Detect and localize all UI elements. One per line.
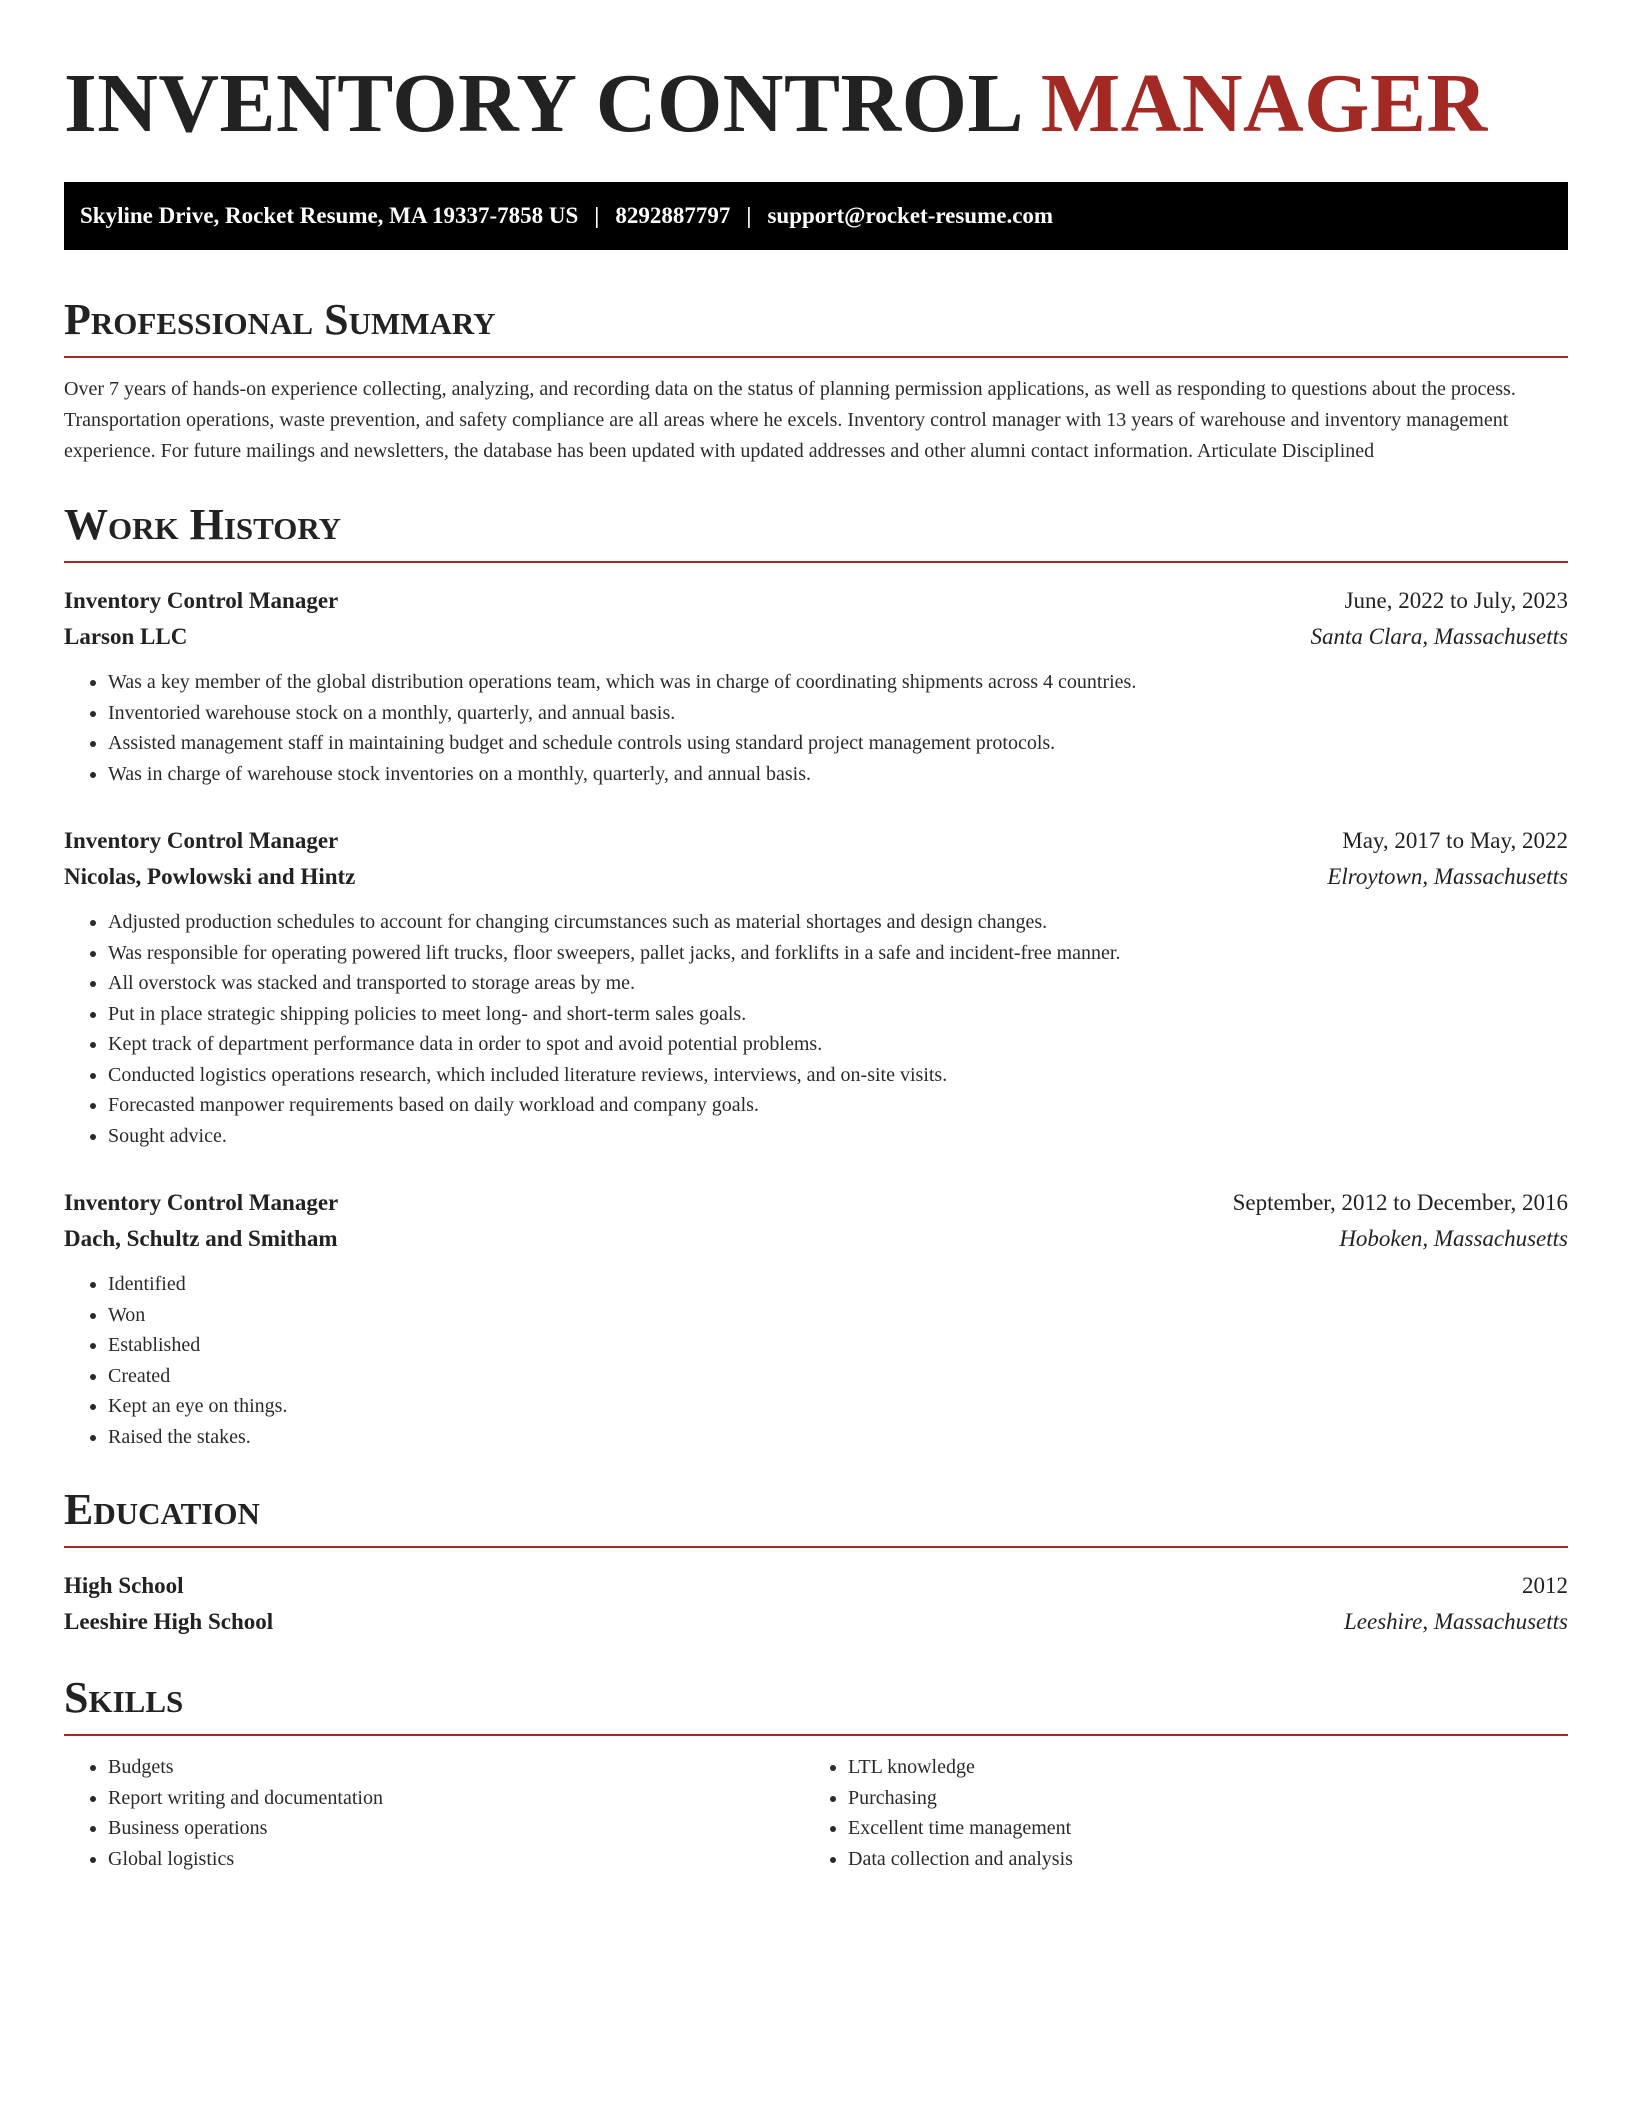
job-bullets [64, 907, 1568, 1151]
job-bullet: • Kept an eye on things. [108, 1391, 1568, 1422]
contact-separator: | [746, 203, 752, 228]
job-bullet: • All overstock was stacked and transported to storage areas by me. [108, 968, 1568, 999]
job-bullet: • Adjusted production schedules to account for changing circumstances such as material shortages and design changes. [108, 907, 1568, 938]
job-title: Inventory Control Manager [64, 1190, 339, 1215]
job-company: Dach, Schultz and Smitham [64, 1226, 338, 1251]
summary-text: Over 7 years of hands-on experience collecting, analyzing, and recording data on the status of planning permission applications, as well as responding to questions about the process. Transportation operations, waste prevention, and safety compliance are all areas where he excels. Inventory control manager with 13 years of warehouse and inventory management experience. For future mailings and newsletters, the database has been updated with updated addresses and other alumni contact information. Articulate Disciplined [64, 378, 1516, 462]
skill-item: • Business operations [108, 1813, 804, 1844]
job-bullet: • Kept track of department performance data in order to spot and avoid potential problems. [108, 1029, 1568, 1060]
job-bullets [64, 667, 1568, 789]
education-school: Leeshire High School [64, 1609, 274, 1634]
job-company: Nicolas, Powlowski and Hintz [64, 864, 356, 889]
job-bullet: • Created [108, 1361, 1568, 1392]
job-bullet: • Was responsible for operating powered lift trucks, floor sweepers, pallet jacks, and forklifts in a safe and incident-free manner. [108, 938, 1568, 969]
skills-column-left [64, 1752, 804, 1874]
education-entry [64, 1568, 1568, 1640]
skills-heading: Skills [64, 1672, 1568, 1736]
job-bullet: • Forecasted manpower requirements based on daily workload and company goals. [108, 1090, 1568, 1121]
job-location: Elroytown, Massachusetts [1327, 864, 1568, 889]
contact-phone: 8292887797 [615, 203, 731, 228]
title-accent: MANAGER [1040, 57, 1488, 150]
title-main: INVENTORY CONTROL [64, 57, 1020, 150]
contact-separator: | [594, 203, 600, 228]
summary-heading: Professional Summary [64, 294, 1568, 358]
skill-item: • Purchasing [848, 1783, 1544, 1814]
job-title: Inventory Control Manager [64, 588, 339, 613]
resume-title [64, 0, 1568, 152]
contact-email: support@rocket-resume.com [767, 203, 1054, 228]
job-dates: May, 2017 to May, 2022 [1342, 828, 1568, 853]
skill-item: • LTL knowledge [848, 1752, 1544, 1783]
skill-item: • Global logistics [108, 1844, 804, 1875]
job-bullet: • Was in charge of warehouse stock inventories on a monthly, quarterly, and annual basis. [108, 759, 1568, 790]
skills-list [64, 1752, 1568, 1874]
job-bullet: • Raised the stakes. [108, 1422, 1568, 1453]
education-year: 2012 [1522, 1573, 1568, 1598]
job-bullet: • Identified [108, 1269, 1568, 1300]
job-location: Santa Clara, Massachusetts [1310, 624, 1568, 649]
job-title: Inventory Control Manager [64, 828, 339, 853]
education-heading: Education [64, 1484, 1568, 1548]
job-bullet: • Inventoried warehouse stock on a monthly, quarterly, and annual basis. [108, 698, 1568, 729]
contact-bar [64, 182, 1568, 250]
skills-column-right [804, 1752, 1544, 1874]
skill-item: • Data collection and analysis [848, 1844, 1544, 1875]
skill-item: • Report writing and documentation [108, 1783, 804, 1814]
job-bullet: • Put in place strategic shipping policies to meet long- and short-term sales goals. [108, 999, 1568, 1030]
job-bullet: • Established [108, 1330, 1568, 1361]
contact-address: Skyline Drive, Rocket Resume, MA 19337-7858 US [80, 203, 579, 228]
job-location: Hoboken, Massachusetts [1339, 1226, 1568, 1251]
job-bullets [64, 1269, 1568, 1452]
job-dates: September, 2012 to December, 2016 [1232, 1190, 1568, 1215]
job-bullet: • Assisted management staff in maintaining budget and schedule controls using standard project management protocols. [108, 728, 1568, 759]
job-bullet: • Conducted logistics operations research, which included literature reviews, interviews, and on-site visits. [108, 1060, 1568, 1091]
job-entry [64, 1185, 1568, 1452]
job-dates: June, 2022 to July, 2023 [1344, 588, 1568, 613]
job-company: Larson LLC [64, 624, 188, 649]
skill-item: • Excellent time management [848, 1813, 1544, 1844]
skill-item: • Budgets [108, 1752, 804, 1783]
work-history-heading: Work History [64, 499, 1568, 563]
job-bullet: • Sought advice. [108, 1121, 1568, 1152]
job-bullet: • Was a key member of the global distribution operations team, which was in charge of coordinating shipments across 4 countries. [108, 667, 1568, 698]
job-bullet: • Won [108, 1300, 1568, 1331]
job-entry [64, 823, 1568, 1151]
job-entry [64, 583, 1568, 789]
education-location: Leeshire, Massachusetts [1343, 1609, 1568, 1634]
education-degree: High School [64, 1573, 184, 1598]
